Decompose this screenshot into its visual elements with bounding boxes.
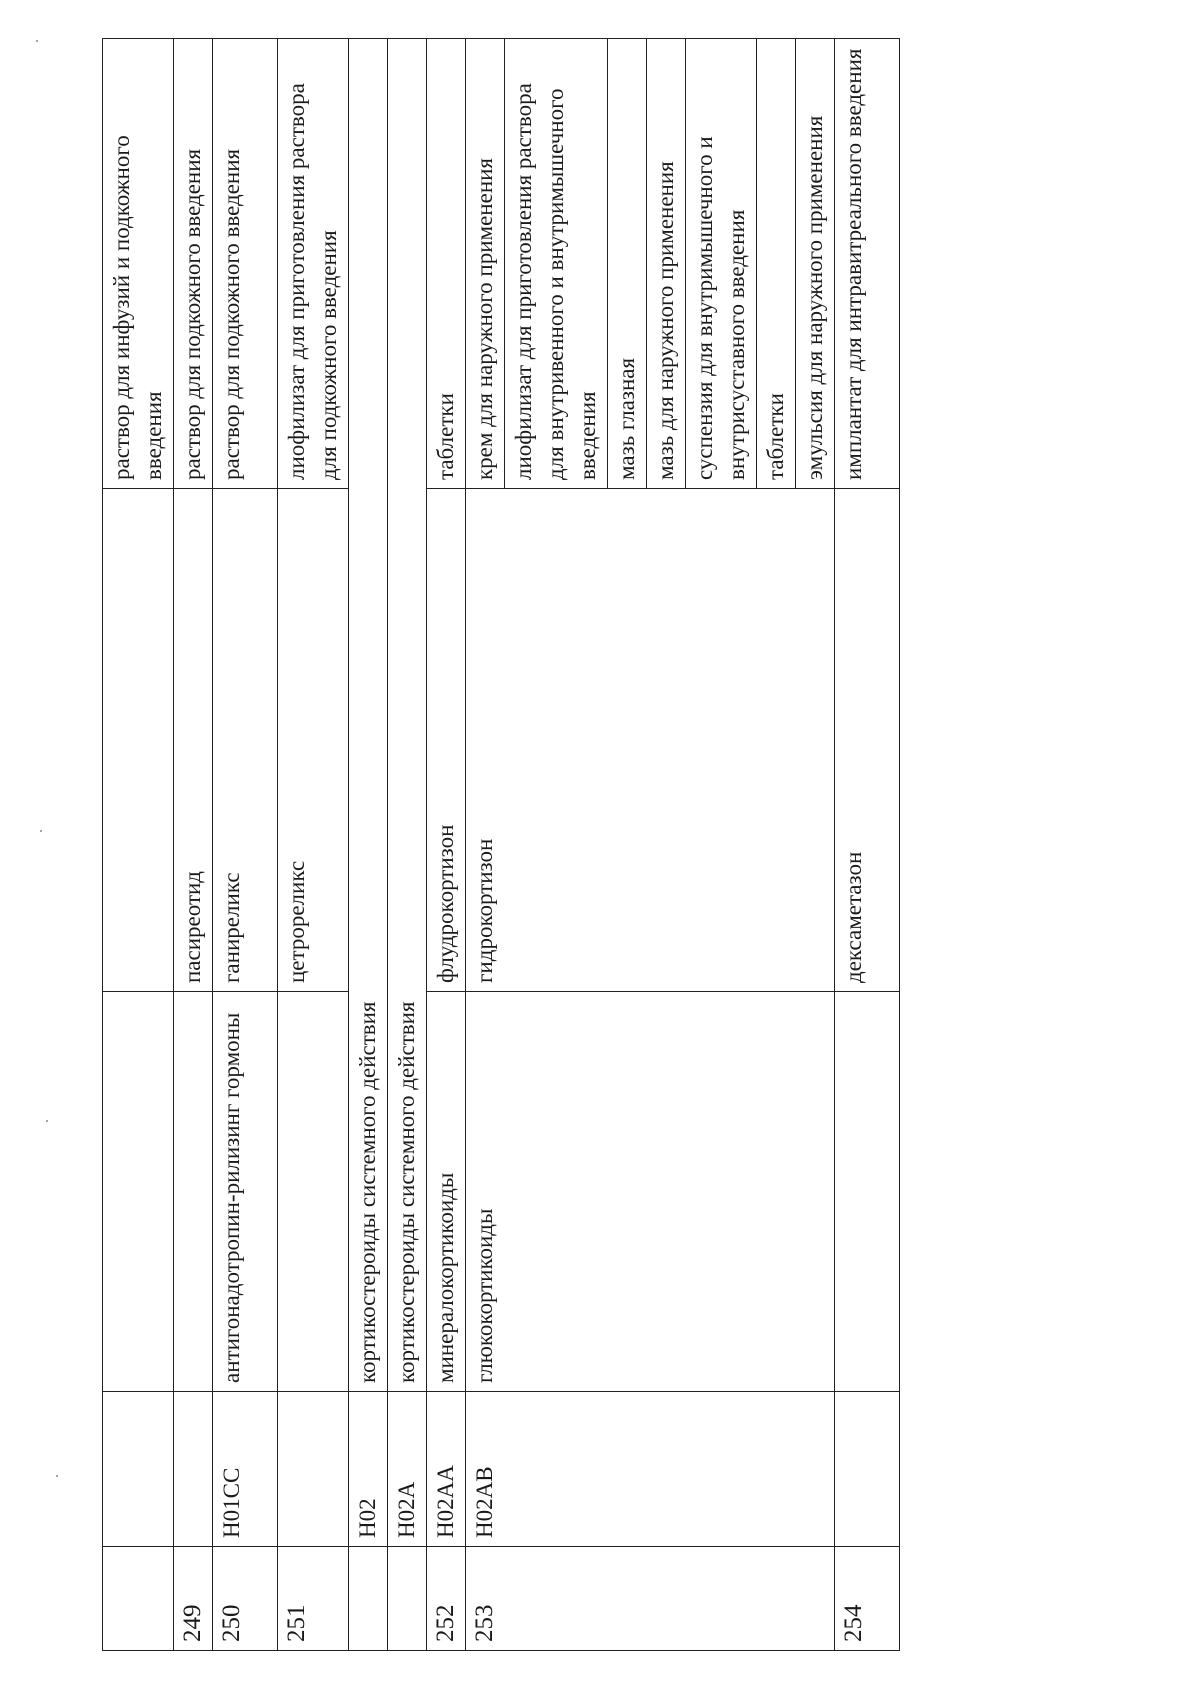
code-cell xyxy=(174,1392,213,1547)
drug-cell: ганиреликс xyxy=(213,489,278,992)
code-cell: H02 xyxy=(349,1392,388,1547)
form-cell: раствор для подкожного введения xyxy=(174,39,213,489)
code-cell xyxy=(835,1392,900,1547)
num-cell: 249 xyxy=(174,1547,213,1651)
form-cell: таблетки xyxy=(427,39,466,489)
form-cell: таблетки xyxy=(757,39,796,489)
scan-speck xyxy=(46,1120,48,1122)
drug-cell: флудрокортизон xyxy=(427,489,466,992)
table-row xyxy=(213,39,278,1651)
code-cell: H01CC xyxy=(213,1392,278,1547)
drug-list-table xyxy=(102,38,900,1651)
form-cell: мазь глазная xyxy=(608,39,647,489)
table-row-group xyxy=(388,39,427,1651)
form-cell: крем для наружного применения xyxy=(466,39,505,489)
form-cell: эмульсия для наружного применения xyxy=(796,39,835,489)
num-cell: 250 xyxy=(213,1547,278,1651)
code-cell: H02A xyxy=(388,1392,427,1547)
scan-speck xyxy=(56,1475,58,1477)
table-row xyxy=(103,39,174,1651)
num-cell: 253 xyxy=(466,1547,835,1651)
form-cell: лиофилизат для приготовления раствора для внутривенного и внутримышечного введения xyxy=(505,39,608,489)
group-name-cell: кортикостероиды системного действия xyxy=(388,39,427,1392)
num-cell xyxy=(103,1547,174,1651)
code-cell: H02AA xyxy=(427,1392,466,1547)
code-cell xyxy=(278,1392,349,1547)
drug-cell: дексаметазон xyxy=(835,489,900,992)
table-row xyxy=(427,39,466,1651)
drug-cell xyxy=(103,489,174,992)
form-cell: раствор для подкожного введения xyxy=(213,39,278,489)
code-cell xyxy=(103,1392,174,1547)
form-cell: раствор для инфузий и подкожного введения xyxy=(103,39,174,489)
form-cell: имплантат для интравитреального введения xyxy=(835,39,900,489)
num-cell: 254 xyxy=(835,1547,900,1651)
num-cell xyxy=(388,1547,427,1651)
name-cell xyxy=(278,992,349,1392)
name-cell: минералокортикоиды xyxy=(427,992,466,1392)
drug-cell: гидрокортизон xyxy=(466,489,835,992)
num-cell: 252 xyxy=(427,1547,466,1651)
table-row xyxy=(466,39,505,1651)
form-cell: суспензия для внутримышечного и внутрисуставного введения xyxy=(686,39,757,489)
num-cell xyxy=(349,1547,388,1651)
table-row xyxy=(278,39,349,1651)
name-cell xyxy=(174,992,213,1392)
scan-speck xyxy=(40,830,42,832)
rotated-table-wrapper xyxy=(102,39,1007,1651)
code-cell: H02AB xyxy=(466,1392,835,1547)
table-row xyxy=(174,39,213,1651)
form-cell: лиофилизат для приготовления раствора для подкожного введения xyxy=(278,39,349,489)
name-cell: антигонадотропин-рилизинг гормоны xyxy=(213,992,278,1392)
table-row-group xyxy=(349,39,388,1651)
drug-cell: пасиреотид xyxy=(174,489,213,992)
name-cell: глюкокортикоиды xyxy=(466,992,835,1392)
name-cell xyxy=(103,992,174,1392)
drug-cell: цетрореликс xyxy=(278,489,349,992)
table-row xyxy=(835,39,900,1651)
name-cell xyxy=(835,992,900,1392)
group-name-cell: кортикостероиды системного действия xyxy=(349,39,388,1392)
form-cell: мазь для наружного применения xyxy=(647,39,686,489)
num-cell: 251 xyxy=(278,1547,349,1651)
scan-speck xyxy=(36,40,38,42)
